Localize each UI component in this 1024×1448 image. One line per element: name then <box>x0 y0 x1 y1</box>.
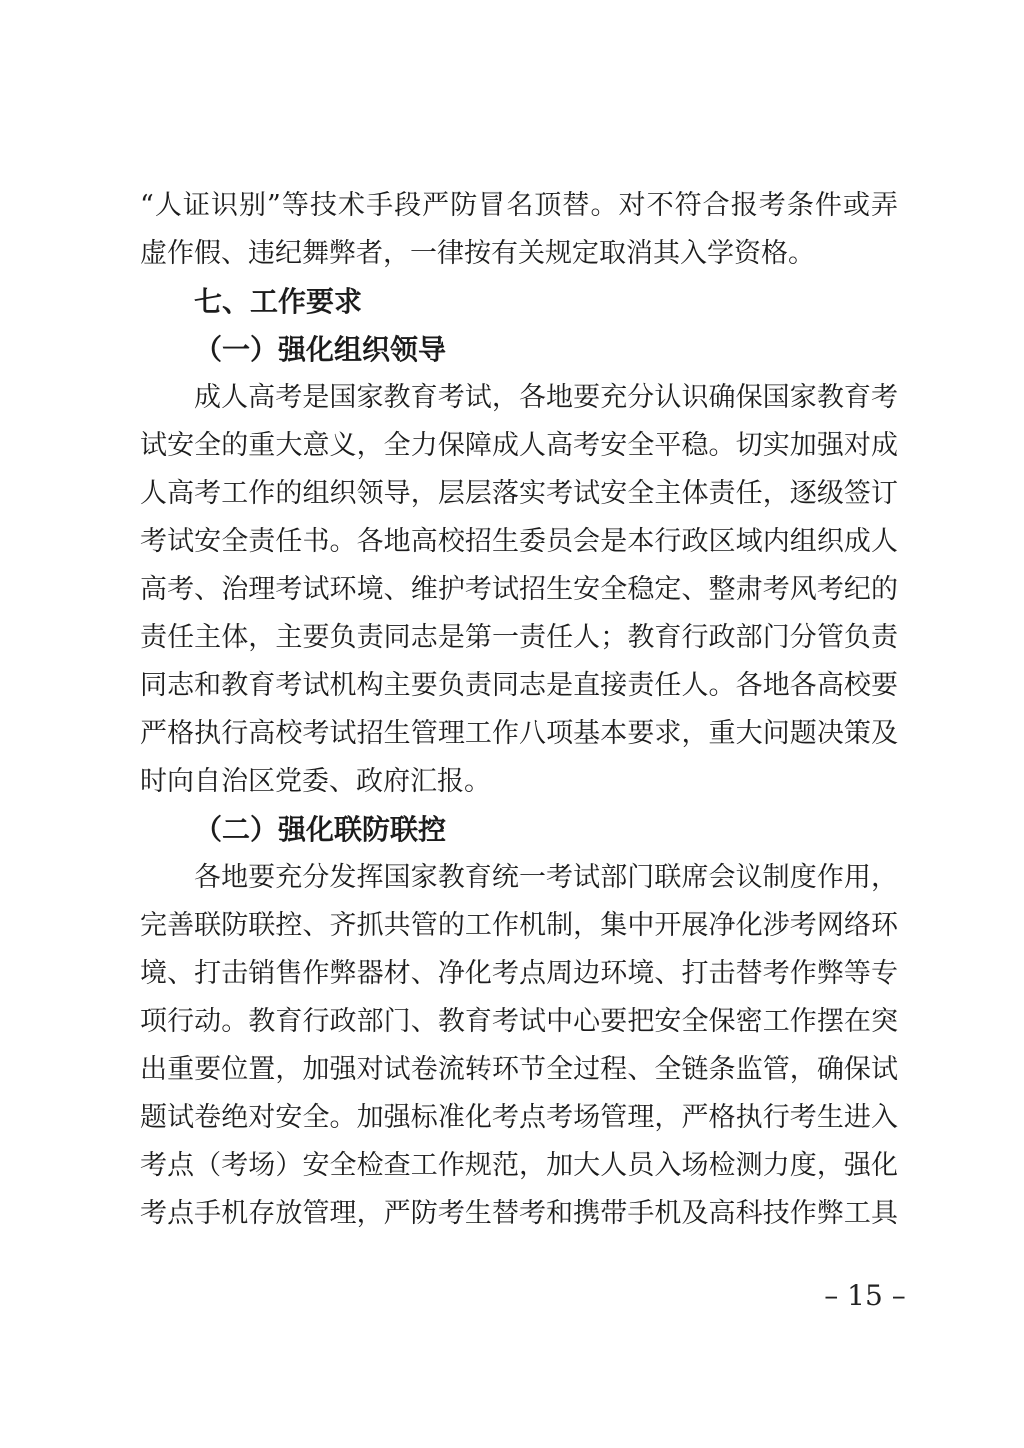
text-line: 各地要充分发挥国家教育统一考试部门联席会议制度作用， <box>194 862 898 893</box>
text-line: 完善联防联控、齐抓共管的工作机制，集中开展净化涉考网络环 <box>140 910 898 941</box>
text-line: 时向自治区党委、政府汇报。 <box>140 766 491 797</box>
text-line: 成人高考是国家教育考试，各地要充分认识确保国家教育考 <box>194 382 898 413</box>
page-number: – 15 – <box>824 1279 906 1312</box>
text-line: 考点手机存放管理，严防考生替考和携带手机及高科技作弊工具 <box>140 1198 898 1229</box>
text-line: 虚作假、违纪舞弊者，一律按有关规定取消其入学资格。 <box>140 238 815 269</box>
text-line: 严格执行高校考试招生管理工作八项基本要求，重大问题决策及 <box>140 718 898 749</box>
text-line: 项行动。教育行政部门、教育考试中心要把安全保密工作摆在突 <box>140 1006 898 1037</box>
document-lines <box>140 182 898 1238</box>
text-line: 考点（考场）安全检查工作规范，加大人员入场检测力度，强化 <box>140 1150 898 1181</box>
text-line: 试安全的重大意义，全力保障成人高考安全平稳。切实加强对成 <box>140 430 898 461</box>
text-line: 责任主体，主要负责同志是第一责任人；教育行政部门分管负责 <box>140 622 898 653</box>
text-line: 出重要位置，加强对试卷流转环节全过程、全链条监管，确保试 <box>140 1054 898 1085</box>
text-line: 题试卷绝对安全。加强标准化考点考场管理，严格执行考生进入 <box>140 1102 898 1133</box>
text-line: “人证识别”等技术手段严防冒名顶替。对不符合报考条件或弄 <box>140 190 898 221</box>
heading-line: 七、工作要求 <box>194 285 363 318</box>
text-line: 考试安全责任书。各地高校招生委员会是本行政区域内组织成人 <box>140 526 898 557</box>
text-line: 人高考工作的组织领导，层层落实考试安全主体责任，逐级签订 <box>140 478 898 509</box>
heading-line: （一）强化组织领导 <box>194 333 447 366</box>
text-line: 高考、治理考试环境、维护考试招生安全稳定、整肃考风考纪的 <box>140 574 898 605</box>
heading-line: （二）强化联防联控 <box>194 813 447 846</box>
text-line: 同志和教育考试机构主要负责同志是直接责任人。各地各高校要 <box>140 670 898 701</box>
text-line: 境、打击销售作弊器材、净化考点周边环境、打击替考作弊等专 <box>140 958 898 989</box>
